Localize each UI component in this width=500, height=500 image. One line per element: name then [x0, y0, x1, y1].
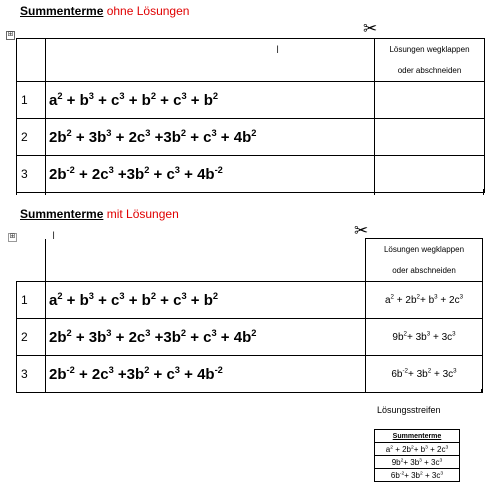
- solution-cell[interactable]: [375, 82, 485, 119]
- solution-strip-table: [374, 429, 460, 482]
- table-border-stub: [365, 389, 366, 393]
- row-number: 3: [17, 356, 46, 393]
- row-number: 2: [17, 119, 46, 156]
- term-expression[interactable]: $2b^2 + 3b^3 + 2c^3 +3b^2 + c^3 + 4b^2$: [46, 319, 366, 356]
- term-expression[interactable]: $2b^{-2} + 2c^3 +3b^2 + c^3 + 4b^{-2}$: [46, 356, 366, 393]
- section1-title: Summenterme ohne Lösungen: [20, 4, 190, 18]
- strip-solution: $9b^2+ 3b^3 + 3c^3$: [375, 456, 460, 469]
- solution-cell[interactable]: $a^2 + 2b^2+ b^3 + 2c^3$: [366, 282, 483, 319]
- table-move-handle-icon[interactable]: ⊞: [7, 31, 14, 38]
- term-expression[interactable]: $a^2 + b^3 + c^3 + b^2 + c^3 + b^2$: [46, 82, 375, 119]
- table-border-stub: [45, 389, 46, 393]
- solution-cell[interactable]: $9b^2+ 3b^3 + 3c^3$: [366, 319, 483, 356]
- section2-title: Summenterme mit Lösungen: [20, 207, 179, 221]
- table-row: [17, 356, 483, 393]
- table-header-row: [17, 239, 483, 282]
- term-expression[interactable]: $a^2 + b^3 + c^3 + b^2 + c^3 + b^2$: [46, 282, 366, 319]
- table-row: [17, 119, 485, 156]
- table-border-stub: [45, 189, 46, 195]
- table-row: [17, 156, 485, 193]
- table-border-stub: [16, 189, 17, 195]
- row-number: 1: [17, 282, 46, 319]
- table-border-stub: [374, 189, 375, 195]
- table-row: [375, 469, 460, 482]
- table-move-handle-icon[interactable]: ⊞: [9, 233, 16, 240]
- table-border-stub: [16, 389, 17, 393]
- header-cell-number: [17, 239, 46, 282]
- header-cell-term[interactable]: [46, 39, 375, 82]
- row-number: 1: [17, 82, 46, 119]
- strip-solution: $6b^{-2}+ 3b^2 + 3c^3$: [375, 469, 460, 482]
- header-cell-term[interactable]: [46, 239, 366, 282]
- terms-table-without-solutions: [16, 38, 485, 193]
- row-number: 3: [17, 156, 46, 193]
- term-expression[interactable]: $2b^2 + 3b^3 + 2c^3 +3b^2 + c^3 + 4b^2$: [46, 119, 375, 156]
- solution-strip-title: Lösungsstreifen: [377, 405, 441, 415]
- term-expression[interactable]: $2b^{-2} + 2c^3 +3b^2 + c^3 + 4b^{-2}$: [46, 156, 375, 193]
- text-cursor-icon: I: [52, 230, 56, 242]
- solution-cell[interactable]: $6b^{-2}+ 3b^2 + 3c^3$: [366, 356, 483, 393]
- solution-cell[interactable]: [375, 156, 485, 193]
- table-border-stub: [481, 389, 482, 393]
- solutions-header: Lösungen wegklappen oder abschneiden: [366, 239, 483, 282]
- table-row: [17, 82, 485, 119]
- solutions-header: Lösungen wegklappen oder abschneiden: [375, 39, 485, 82]
- table-row: [17, 319, 483, 356]
- strip-solution: $a^2 + 2b^2+ b^3 + 2c^3$: [375, 443, 460, 456]
- header-cell-number: [17, 39, 46, 82]
- text-cursor-icon: I: [276, 44, 280, 56]
- scissors-icon: ✂: [363, 19, 378, 38]
- table-row: [375, 443, 460, 456]
- table-border-stub: [483, 189, 484, 195]
- terms-table-with-solutions: [16, 238, 483, 393]
- table-header-row: [17, 39, 485, 82]
- scissors-icon: ✂: [354, 221, 369, 240]
- solution-cell[interactable]: [375, 119, 485, 156]
- table-row: [375, 456, 460, 469]
- solution-strip-header: Summenterme: [375, 430, 460, 443]
- table-row: [17, 282, 483, 319]
- row-number: 2: [17, 319, 46, 356]
